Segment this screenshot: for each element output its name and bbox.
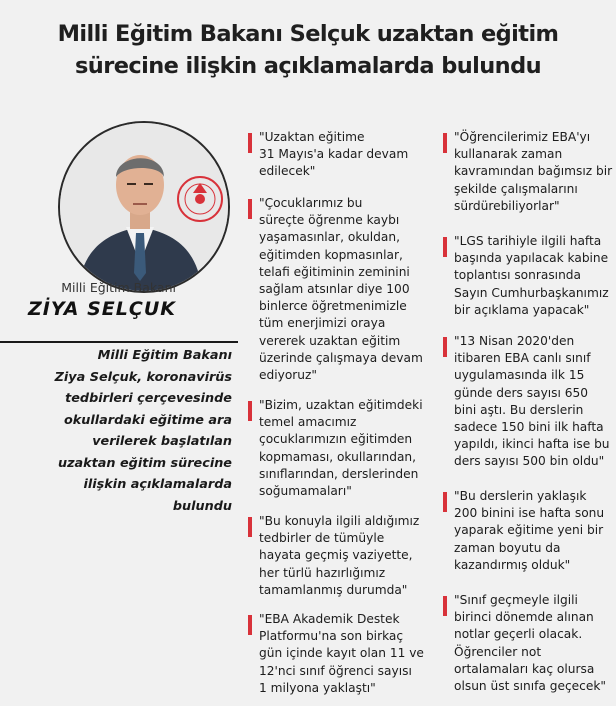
- summary-line: Ziya Selçuk, koronavirüs: [54, 369, 232, 385]
- quote-line: 1 milyona yaklaştı": [259, 680, 376, 695]
- quote-accent-bar: [248, 199, 252, 219]
- quote-line: "Sınıf geçmeyle ilgili: [454, 593, 578, 607]
- summary-line: Milli Eğitim Bakanı: [97, 348, 232, 363]
- quote-line: vererek uzaktan eğitim: [259, 333, 401, 348]
- quote-left-4: [259, 513, 419, 599]
- quote-accent-bar: [248, 615, 252, 635]
- quote-line: notlar geçerli olacak.: [454, 627, 583, 642]
- quote-line: "Bu konuyla ilgili aldığımız: [259, 514, 420, 528]
- quote-line: süreçte öğrenme kaybı: [259, 213, 400, 228]
- quote-line: kazandırmış olduk": [454, 557, 571, 572]
- divider: [0, 341, 238, 343]
- summary-text: [28, 345, 232, 517]
- quote-line: telafi eğitiminin zeminini: [259, 264, 410, 279]
- quote-accent-bar: [443, 492, 447, 512]
- quote-line: Öğrenciler not: [454, 644, 542, 659]
- quote-line: uygulamasında ilk 15: [454, 368, 585, 383]
- quote-line: eğitimden kopmasınlar,: [259, 247, 403, 262]
- quote-line: günde ders sayısı 650: [454, 385, 589, 400]
- quote-accent-bar: [248, 133, 252, 153]
- quote-line: tedbirler de tümüyle: [259, 531, 385, 546]
- quote-left-1: [259, 129, 408, 181]
- portrait-illustration: [60, 123, 228, 291]
- quote-line: her türlü hazırlığımız: [259, 565, 386, 580]
- quote-line: binlerce öğretmenimizle: [259, 299, 407, 314]
- quote-line: "LGS tarihiyle ilgili hafta: [454, 234, 602, 248]
- quote-line: ediyoruz": [259, 368, 318, 383]
- quote-line: bir açıklama yapacak": [454, 302, 590, 317]
- quote-line: soğumamaları": [259, 484, 352, 499]
- quote-right-1: [454, 129, 612, 215]
- quote-line: tüm enerjimizi oraya: [259, 316, 386, 331]
- quote-line: "Çocuklarımız bu: [259, 196, 363, 210]
- quote-line: sadece 150 bini ilk hafta: [454, 420, 604, 435]
- summary-line: ilişkin açıklamalarda: [83, 477, 232, 492]
- quote-line: "EBA Akademik Destek: [259, 612, 400, 626]
- quote-line: "Uzaktan eğitime: [259, 130, 365, 144]
- quote-line: birinci dönemde alınan: [454, 610, 594, 625]
- quote-line: yapıldı, ikinci hafta ise bu: [454, 437, 610, 452]
- quote-line: "Öğrencilerimiz EBA'yı: [454, 130, 591, 144]
- quote-line: zaman boyutu da: [454, 540, 561, 555]
- summary-line: bulundu: [172, 498, 232, 514]
- quote-line: edilecek": [259, 164, 316, 179]
- quote-line: 200 binini ise hafta sonu: [454, 506, 605, 521]
- quote-line: başında yapılacak kabine: [454, 251, 609, 266]
- minister-name: ZİYA SELÇUK: [28, 298, 176, 320]
- quote-right-2: [454, 233, 609, 319]
- headline-line-1: Milli Eğitim Bakanı Selçuk uzaktan eğitim: [57, 21, 559, 47]
- summary-line: verilerek başlatılan: [92, 434, 232, 449]
- quote-accent-bar: [248, 517, 252, 537]
- quote-right-4: [454, 488, 604, 574]
- quote-right-3: [454, 333, 610, 471]
- summary-line: tedbirleri çerçevesinde: [65, 391, 232, 406]
- quote-line: toplantısı sonrasında: [454, 268, 581, 283]
- headline: [0, 18, 616, 82]
- quote-line: gün içinde kayıt olan 11 ve: [259, 646, 424, 661]
- quote-line: Platformu'na son birkaç: [259, 629, 404, 644]
- ministry-seal-icon: [178, 177, 222, 221]
- minister-role: Milli Eğitim Bakanı: [61, 280, 176, 295]
- quote-line: sürdürebiliyorlar": [454, 198, 560, 213]
- quote-right-5: [454, 592, 606, 695]
- quote-accent-bar: [443, 133, 447, 153]
- quote-line: "Bizim, uzaktan eğitimdeki: [259, 398, 423, 412]
- quote-line: bini aştı. Bu derslerin: [454, 402, 584, 417]
- quote-line: "Bu derslerin yaklaşık: [454, 489, 587, 503]
- quote-line: "13 Nisan 2020'den: [454, 334, 575, 348]
- quote-line: yaşamasınlar, okuldan,: [259, 230, 400, 245]
- quote-line: 12'nci sınıf öğrenci sayısı: [259, 663, 412, 678]
- quote-line: temel amacımız: [259, 415, 357, 430]
- quote-line: itibaren EBA canlı sınıf: [454, 351, 591, 366]
- quote-line: kopmaması, okullarından,: [259, 449, 417, 464]
- quote-line: ders sayısı 500 bin oldu": [454, 454, 605, 469]
- quote-line: sağlam atsınlar diye 100: [259, 282, 410, 297]
- quote-line: Sayın Cumhurbaşkanımız: [454, 285, 609, 300]
- quote-line: kavramından bağımsız bir: [454, 164, 613, 179]
- quote-accent-bar: [248, 401, 252, 421]
- quote-line: çocuklarımızın eğitimden: [259, 432, 413, 447]
- quote-left-3: [259, 397, 423, 500]
- quote-line: şekilde çalışmalarını: [454, 181, 578, 196]
- quote-left-2: [259, 195, 423, 384]
- quote-line: olsun üst sınıfa geçecek": [454, 679, 607, 694]
- quote-line: hayata geçmiş vaziyette,: [259, 548, 413, 563]
- quote-line: kullanarak zaman: [454, 147, 563, 162]
- quote-line: 31 Mayıs'a kadar devam: [259, 147, 409, 162]
- quote-left-5: [259, 611, 424, 697]
- quote-line: tamamlanmış durumda": [259, 582, 408, 597]
- headline-line-2: sürecine ilişkin açıklamalarda bulundu: [74, 53, 541, 79]
- quote-line: ortalamaları kaç olursa: [454, 661, 595, 676]
- quote-line: sınıflarından, derslerinden: [259, 466, 419, 481]
- minister-portrait: [58, 121, 230, 293]
- summary-line: uzaktan eğitim sürecine: [57, 455, 232, 471]
- quote-accent-bar: [443, 596, 447, 616]
- quote-line: üzerinde çalışmaya devam: [259, 350, 423, 365]
- quote-accent-bar: [443, 237, 447, 257]
- quote-line: yaparak eğitime yeni bir: [454, 523, 604, 538]
- summary-line: okullardaki eğitime ara: [63, 412, 232, 428]
- quote-accent-bar: [443, 337, 447, 357]
